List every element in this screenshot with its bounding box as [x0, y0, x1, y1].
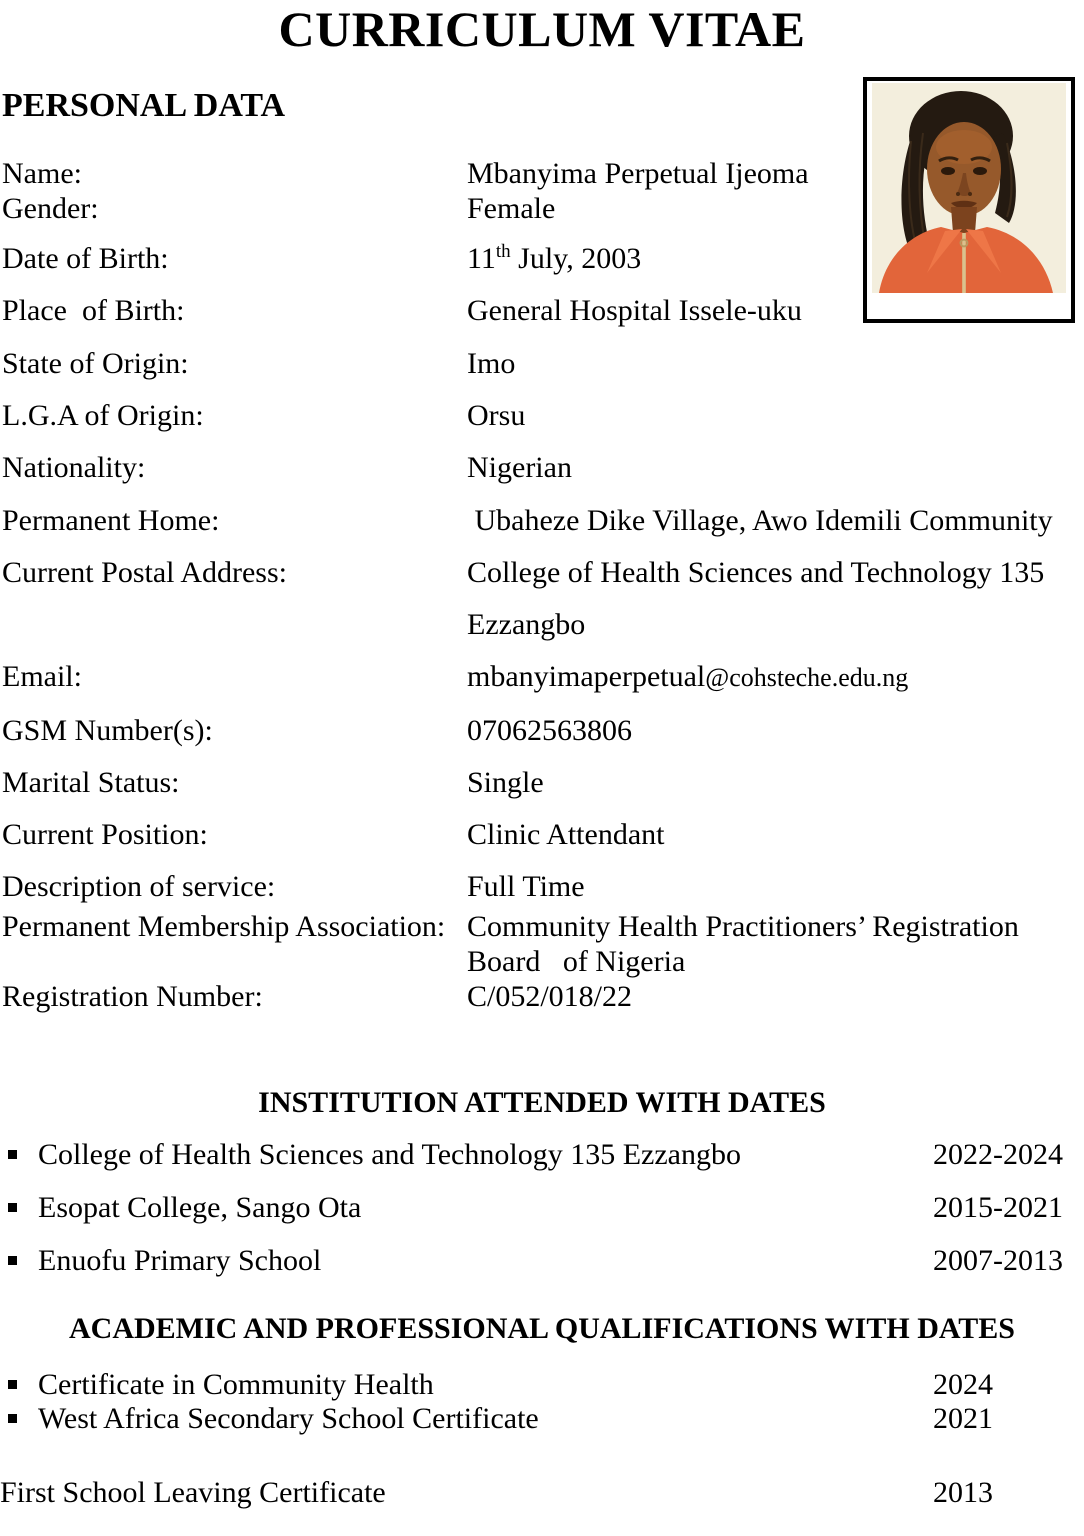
field-value: C/052/018/22: [467, 980, 633, 1013]
field-row-state-of-origin: [2, 347, 1084, 381]
field-row-marital-status: [2, 766, 1084, 800]
qualification-name: First School Leaving Certificate: [0, 1476, 386, 1509]
field-label: Nationality:: [2, 451, 146, 484]
field-value: Ezzangbo: [467, 608, 586, 641]
field-label: GSM Number(s):: [2, 714, 213, 747]
field-label: [2, 608, 467, 642]
field-row-postal-address: [2, 556, 1084, 590]
qualification-dates: 2021: [933, 1402, 993, 1435]
field-row-description-of-service: [2, 870, 1084, 904]
qualifications-heading: ACADEMIC AND PROFESSIONAL QUALIFICATIONS WITH DATES: [69, 1312, 1015, 1345]
dob-day: 11: [467, 242, 496, 275]
field-value: Mbanyima Perpetual Ijeoma: [467, 157, 809, 190]
field-row-gsm-number: [2, 714, 1084, 748]
field-value: Nigerian: [467, 451, 572, 484]
bullet-icon: [8, 1203, 17, 1212]
field-value: General Hospital Issele-uku: [467, 294, 802, 327]
institution-name: Esopat College, Sango Ota: [38, 1191, 362, 1224]
bullet-icon: [8, 1256, 17, 1265]
institution-row: [0, 1138, 1084, 1172]
institution-row: [0, 1244, 1084, 1278]
field-label: [2, 945, 467, 979]
field-row-lga-of-origin: [2, 399, 1084, 433]
bullet-icon: [8, 1380, 17, 1389]
page-title: CURRICULUM VITAE: [278, 1, 806, 57]
qualification-row-no-bullet: [0, 1476, 1084, 1510]
field-row-membership-line2: [2, 945, 1084, 979]
field-label: Permanent Membership Association:: [2, 910, 446, 943]
field-value: Board of Nigeria: [467, 945, 686, 978]
field-label: Current Position:: [2, 818, 208, 851]
field-row-postal-address-line2: [2, 608, 1084, 642]
field-label: Registration Number:: [2, 980, 263, 1013]
bullet-icon: [8, 1414, 17, 1423]
field-row-current-position: [2, 818, 1084, 852]
institutions-heading: INSTITUTION ATTENDED WITH DATES: [258, 1086, 826, 1119]
field-label: Gender:: [2, 192, 99, 225]
field-value: [467, 660, 1084, 695]
field-label: Description of service:: [2, 870, 276, 903]
field-row-permanent-home: [2, 504, 1084, 538]
qualification-row: [0, 1402, 1084, 1436]
field-value: College of Health Sciences and Technology 135: [467, 556, 1045, 589]
field-label: State of Origin:: [2, 347, 189, 380]
field-value: Imo: [467, 347, 516, 380]
field-label: Permanent Home:: [2, 504, 220, 537]
email-domain: @cohsteche.edu.ng: [705, 663, 909, 692]
field-value: Clinic Attendant: [467, 818, 665, 851]
field-value: Female: [467, 192, 556, 225]
dob-ordinal: th: [495, 241, 511, 262]
field-label: Name:: [2, 157, 82, 190]
field-label: Date of Birth:: [2, 242, 169, 275]
qualification-row: [0, 1368, 1084, 1402]
qualification-name: West Africa Secondary School Certificate: [38, 1402, 539, 1435]
field-value: Ubaheze Dike Village, Awo Idemili Community: [467, 504, 1053, 537]
qualification-dates: 2024: [933, 1368, 993, 1401]
institution-dates: 2007-2013: [933, 1244, 1063, 1277]
institution-name: College of Health Sciences and Technology 135 Ezzangbo: [38, 1138, 741, 1171]
field-row-membership-association: [2, 910, 1084, 944]
field-value: Community Health Practitioners’ Registration: [467, 910, 1019, 943]
institution-name: Enuofu Primary School: [38, 1244, 322, 1277]
field-row-email: [2, 660, 1084, 695]
portrait-illustration: [867, 81, 1071, 319]
email-user: mbanyimaperpetual: [467, 660, 706, 693]
field-label: Marital Status:: [2, 766, 180, 799]
field-value: Full Time: [467, 870, 585, 903]
field-row-registration-number: [2, 980, 1084, 1014]
field-label: Email:: [2, 660, 82, 693]
applicant-photo: [863, 77, 1075, 323]
field-value: Orsu: [467, 399, 526, 432]
qualification-name: Certificate in Community Health: [38, 1368, 434, 1401]
field-label: Place of Birth:: [2, 294, 185, 327]
bullet-icon: [8, 1150, 17, 1159]
field-value: Single: [467, 766, 544, 799]
institution-dates: 2015-2021: [933, 1191, 1063, 1224]
field-value: 07062563806: [467, 714, 632, 747]
field-row-nationality: [2, 451, 1084, 485]
qualification-dates: 2013: [933, 1476, 993, 1509]
institution-dates: 2022-2024: [933, 1138, 1063, 1171]
field-label: L.G.A of Origin:: [2, 399, 204, 432]
dob-rest: July, 2003: [510, 242, 642, 275]
personal-data-heading: PERSONAL DATA: [2, 87, 286, 124]
field-label: Current Postal Address:: [2, 556, 287, 589]
institution-row: [0, 1191, 1084, 1225]
